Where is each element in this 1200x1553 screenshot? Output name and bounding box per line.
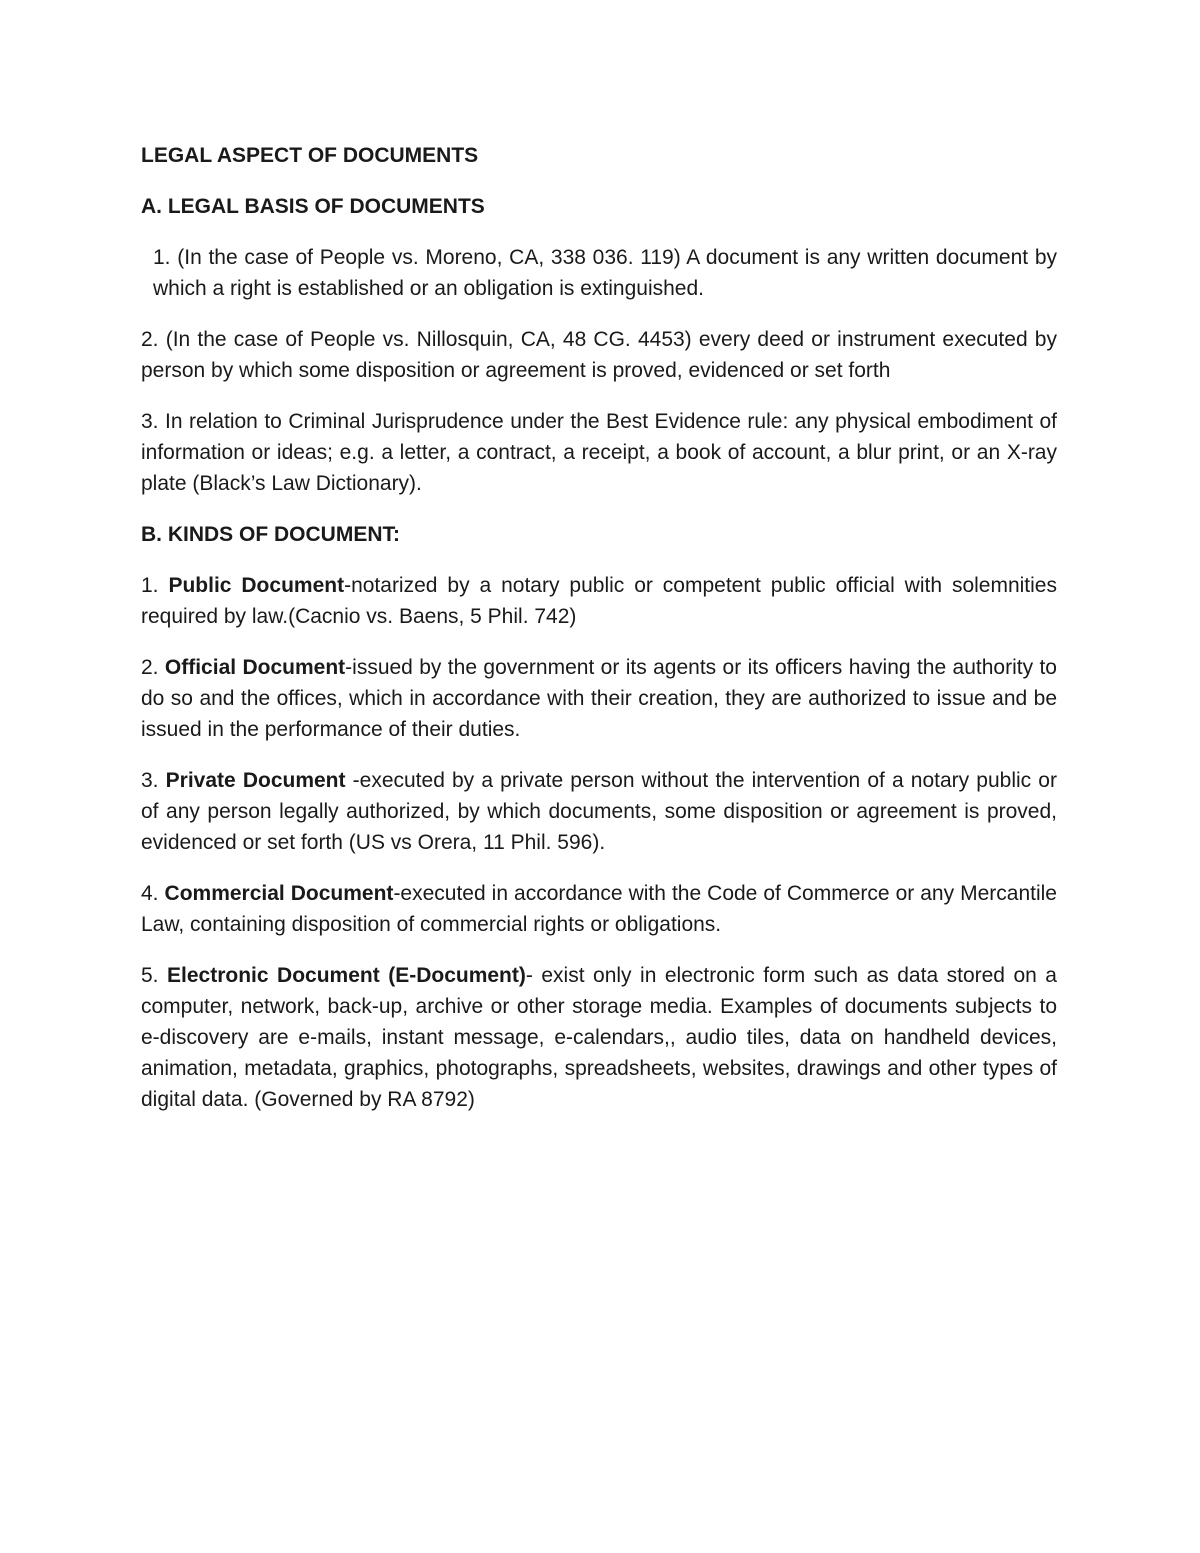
document-title: LEGAL ASPECT OF DOCUMENTS	[141, 144, 479, 167]
kind-number: 5.	[141, 964, 168, 987]
document-page	[141, 140, 1057, 1135]
kind-number: 1.	[141, 574, 169, 597]
kind-description: -executed by a private person without the intervention of a notary public or of any person legally authorized, by which documents, some disposition or agreement is proved, evidenced or set forth (US vs Orera, 11 Phil. 596).	[141, 769, 1057, 854]
kind-description: -notarized by a notary public or competent public official with solemnities required by law.(Cacnio vs. Baens, 5 Phil. 742)	[141, 574, 1057, 628]
kind-number: 3.	[141, 769, 166, 792]
kind-item-private	[141, 765, 1057, 858]
legal-basis-item-2: 2. (In the case of People vs. Nillosquin, CA, 48 CG. 4453) every deed or instrument executed by person by which some disposition or agreement is proved, evidenced or set forth	[141, 328, 1057, 382]
kind-description: -issued by the government or its agents or its officers having the authority to do so and the offices, which in accordance with their creation, they are authorized to issue and be issued in the performance of their duties.	[141, 656, 1057, 741]
kind-term: Electronic Document (E-Document)	[167, 964, 526, 987]
kind-item-commercial	[141, 878, 1057, 940]
legal-basis-item-1: 1. (In the case of People vs. Moreno, CA, 338 036. 119) A document is any written document by which a right is established or an obligation is extinguished.	[153, 246, 1057, 300]
kind-term: Public Document	[168, 574, 345, 597]
kind-number: 4.	[141, 882, 165, 905]
kind-term: Official Document	[164, 656, 346, 679]
kind-item-official	[141, 652, 1057, 745]
kind-description: -executed in accordance with the Code of Commerce or any Mercantile Law, containing disposition of commercial rights or obligations.	[141, 882, 1057, 936]
kind-number: 2.	[141, 656, 165, 679]
section-b-heading: B. KINDS OF DOCUMENT:	[141, 523, 400, 546]
section-a-heading: A. LEGAL BASIS OF DOCUMENTS	[141, 195, 485, 218]
kind-item-public	[141, 570, 1057, 632]
kind-item-electronic	[141, 960, 1057, 1115]
kind-term: Private Document	[165, 769, 346, 792]
legal-basis-item-3: 3. In relation to Criminal Jurisprudence under the Best Evidence rule: any physical embodiment of information or ideas; e.g. a letter, a contract, a receipt, a book of account, a blur print, or an X-ray plate (Black’s Law Dictionary).	[141, 410, 1057, 495]
kind-term: Commercial Document	[164, 882, 394, 905]
kind-description: - exist only in electronic form such as data stored on a computer, network, back-up, archive or other storage media. Examples of documents subjects to e-discovery are e-mails, instant message, e-calendars,, audio tiles, data on handheld devices, animation, metadata, graphics, photographs, spreadsheets, websites, drawings and other types of digital data. (Governed by RA 8792)	[141, 964, 1057, 1111]
